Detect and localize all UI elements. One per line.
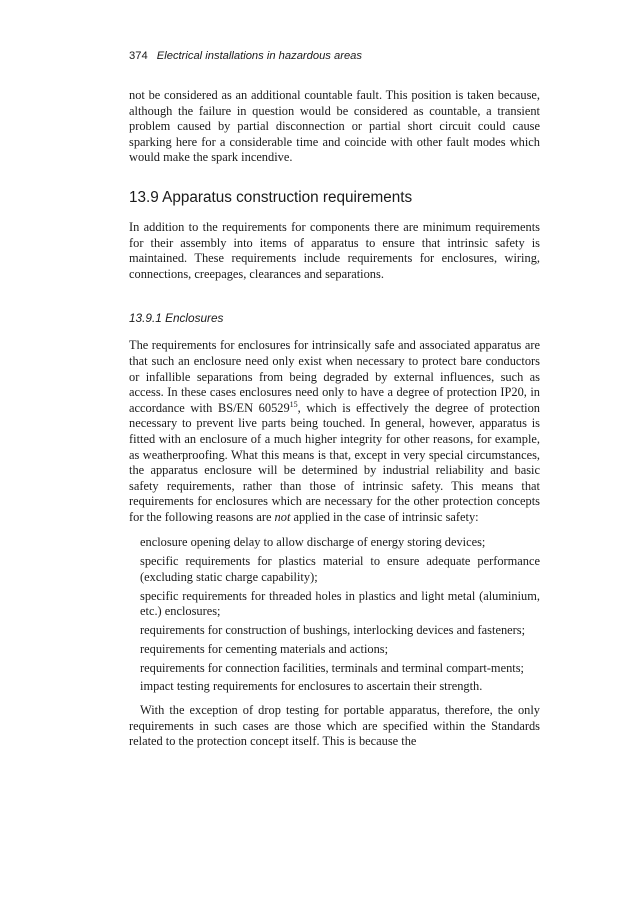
list-item: specific requirements for plastics material to ensure adequate performance (excluding static charge capability);: [140, 554, 540, 584]
list-item: specific requirements for threaded holes in plastics and light metal (aluminium, etc.) enclosures;: [140, 588, 540, 619]
section-paragraph: In addition to the requirements for components there are minimum requirements for their assembly into items of apparatus to ensure that intrinsic safety is maintained. These requirements include requirements for enclosures, wiring, connections, creepages, clearances and separations.: [129, 219, 540, 281]
list-item: impact testing requirements for enclosures to ascertain their strength.: [140, 679, 483, 694]
subsection-heading: 13.9.1 Enclosures: [129, 311, 224, 326]
page-number: 374: [129, 50, 148, 62]
enclosures-text-part1: The requirements for enclosures for intrinsically safe and associated apparatus are that such an enclosure need only exist when necessary to protect bare conductors or infallible separations from being degraded by external influences, such as access. In these cases enclosures need only to have a degree of protection IP20, in accordance with BS/EN 60529: [129, 338, 540, 415]
list-item: enclosure opening delay to allow discharge of energy storing devices;: [140, 535, 486, 550]
requirements-list: [129, 535, 540, 694]
enclosures-paragraph: [129, 338, 540, 525]
emphasis-not: not: [274, 509, 291, 524]
list-item: requirements for construction of bushings, interlocking devices and fasteners;: [140, 623, 526, 637]
intro-paragraph: not be considered as an additional countable fault. This position is taken because, although the failure in question would be considered as countable, a transient problem caused by partial disconnection or partial short circuit could cause sparking here for a considerable time and coincide with other fault modes which would make the spark incendive.: [129, 88, 540, 165]
book-page: [129, 49, 540, 750]
list-item: requirements for connection facilities, terminals and terminal compart-ments;: [140, 660, 524, 675]
section-heading: 13.9 Apparatus construction requirements: [129, 188, 413, 206]
closing-paragraph: With the exception of drop testing for portable apparatus, therefore, the only requirements in such cases are those which are specified within the Standards related to the protection concept itself. This is because the: [129, 702, 540, 749]
enclosures-text-part3: applied in the case of intrinsic safety:: [290, 509, 479, 524]
enclosures-text-part2: , which is effectively the degree of protection necessary to prevent live parts being touched. In general, however, apparatus is fitted with an enclosure of a much higher integrity for other reasons, for example, as weatherproofing. What this means is that, except in very special circumstances, the apparatus enclosure will be determined by industrial reliability and basic safety requirements, rather than those of intrinsic safety. This means that requirements for enclosures which are necessary for the other protection concepts for the following reasons are: [129, 400, 541, 524]
running-head-title: Electrical installations in hazardous areas: [156, 50, 362, 62]
footnote-reference: 15: [289, 399, 298, 409]
running-head: [129, 49, 540, 63]
list-item: requirements for cementing materials and actions;: [140, 641, 389, 656]
